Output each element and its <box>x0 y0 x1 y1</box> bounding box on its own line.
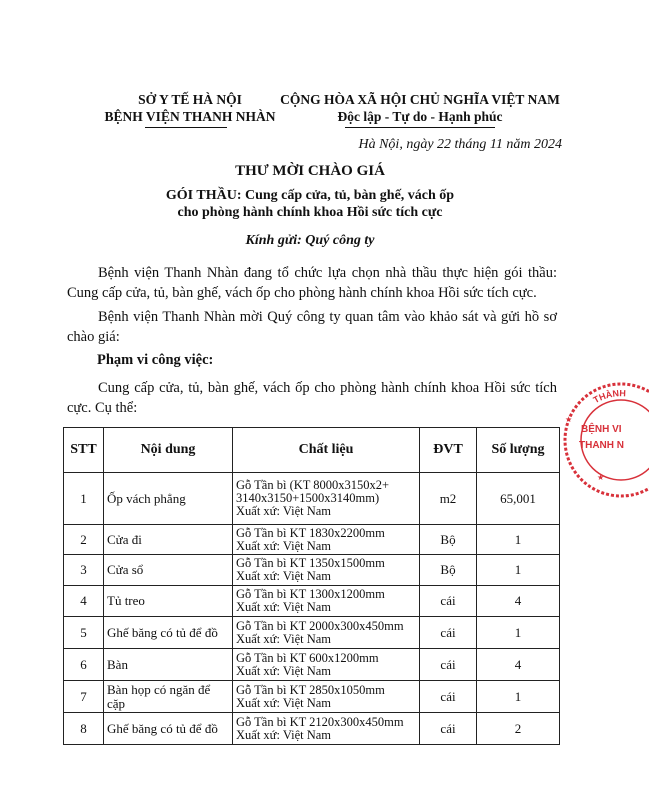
material-line: Xuất xứ: Việt Nam <box>236 631 332 646</box>
package-heading <box>100 187 520 221</box>
cell-content: Ốp vách phẳng <box>104 473 233 525</box>
material-line: Xuất xứ: Việt Nam <box>236 695 332 710</box>
table-row <box>64 525 560 555</box>
material-line: Gỗ Tần bì KT 600x1200mm <box>236 650 379 665</box>
cell-unit: cái <box>420 713 477 745</box>
table-row <box>64 713 560 745</box>
cell-quantity: 1 <box>477 555 560 586</box>
cell-unit: cái <box>420 617 477 649</box>
material-line: Gỗ Tần bì (KT 8000x3150x2+ <box>236 478 390 492</box>
cell-unit: m2 <box>420 473 477 525</box>
stamp-text-line-2: THANH N <box>579 440 624 451</box>
header-quantity: Số lượng <box>477 428 560 473</box>
cell-stt: 8 <box>64 713 104 745</box>
issuer-hospital: BỆNH VIỆN THANH NHÀN <box>104 109 276 124</box>
table-row <box>64 473 560 525</box>
national-name: CỘNG HÒA XÃ HỘI CHỦ NGHĨA VIỆT NAM <box>280 92 560 107</box>
stamp-arc-path-text: THÀNH <box>591 388 627 406</box>
material-line: Gỗ Tần bì KT 2120x300x450mm <box>236 714 404 729</box>
material-line: Gỗ Tần bì KT 1830x2200mm <box>236 525 385 540</box>
stamp-star-left: ★ <box>565 415 573 424</box>
material-line: Gỗ Tần bì KT 2000x300x450mm <box>236 618 404 633</box>
cell-quantity: 1 <box>477 617 560 649</box>
cell-quantity: 4 <box>477 649 560 681</box>
scope-heading: Phạm vi công việc: <box>97 352 214 368</box>
header-stt: STT <box>64 428 104 473</box>
official-stamp <box>559 378 649 498</box>
cell-quantity: 2 <box>477 713 560 745</box>
table-row <box>64 555 560 586</box>
material-line: Xuất xứ: Việt Nam <box>236 600 332 614</box>
table-header-row <box>64 428 560 473</box>
national-motto: Độc lập - Tự do - Hạnh phúc <box>337 109 503 124</box>
cell-material <box>233 525 420 555</box>
cell-content: Ghế băng có tủ để đồ <box>104 713 233 745</box>
material-line: Xuất xứ: Việt Nam <box>236 569 332 583</box>
header-unit: ĐVT <box>420 428 477 473</box>
material-line: Gỗ Tần bì KT 2850x1050mm <box>236 682 385 697</box>
material-line: Gỗ Tần bì KT 1350x1500mm <box>236 556 385 570</box>
cell-material <box>233 649 420 681</box>
cell-content: Cửa đi <box>104 525 233 555</box>
cell-content: Bàn <box>104 649 233 681</box>
table-row <box>64 681 560 713</box>
cell-unit: cái <box>420 649 477 681</box>
cell-stt: 4 <box>64 586 104 617</box>
cell-stt: 1 <box>64 473 104 525</box>
intro-paragraph: Bệnh viện Thanh Nhàn đang tổ chức lựa chọn nhà thầu thực hiện gói thầu: Cung cấp cửa, tủ, bàn ghế, vách ốp cho phòng hành chính khoa Hồi sức tích cực. <box>67 265 557 301</box>
scope-paragraph: Cung cấp cửa, tủ, bàn ghế, vách ốp cho phòng hành chính khoa Hồi sức tích cực. Cụ thể: <box>67 380 557 416</box>
cell-stt: 7 <box>64 681 104 713</box>
cell-unit: cái <box>420 586 477 617</box>
cell-content: Ghế băng có tủ để đồ <box>104 617 233 649</box>
cell-stt: 6 <box>64 649 104 681</box>
cell-material <box>233 713 420 745</box>
cell-material <box>233 681 420 713</box>
material-line: Xuất xứ: Việt Nam <box>236 727 332 742</box>
table-row <box>64 617 560 649</box>
cell-material <box>233 555 420 586</box>
cell-quantity: 4 <box>477 586 560 617</box>
issuer-department: SỞ Y TẾ HÀ NỘI <box>138 92 242 107</box>
stamp-text-line-1: BỆNH VI <box>581 424 622 435</box>
cell-material <box>233 586 420 617</box>
greeting: Kính gửi: Quý công ty <box>245 233 375 248</box>
national-heading <box>270 91 570 125</box>
invitation-paragraph: Bệnh viện Thanh Nhàn mời Quý công ty quan tâm vào khảo sát và gửi hồ sơ chào giá: <box>67 309 557 345</box>
header-content: Nội dung <box>104 428 233 473</box>
cell-unit: cái <box>420 681 477 713</box>
cell-stt: 5 <box>64 617 104 649</box>
items-table <box>63 427 560 745</box>
table-row <box>64 649 560 681</box>
cell-quantity: 1 <box>477 681 560 713</box>
motto-underline <box>345 127 495 128</box>
cell-quantity: 1 <box>477 525 560 555</box>
stamp-star-bottom: ★ <box>597 473 605 482</box>
issuer-block <box>95 91 285 125</box>
cell-unit: Bộ <box>420 555 477 586</box>
material-line: Xuất xứ: Việt Nam <box>236 663 332 678</box>
cell-unit: Bộ <box>420 525 477 555</box>
cell-material <box>233 473 420 525</box>
cell-stt: 3 <box>64 555 104 586</box>
material-line: Xuất xứ: Việt Nam <box>236 504 332 518</box>
material-line: 3140x3150+1500x3140mm) <box>236 491 380 505</box>
package-line-2: cho phòng hành chính khoa Hồi sức tích cực <box>177 205 443 220</box>
document-date: Hà Nội, ngày 22 tháng 11 năm 2024 <box>358 137 562 152</box>
issuer-underline <box>145 127 227 128</box>
table-row <box>64 586 560 617</box>
cell-content: Bàn họp có ngăn để cặp <box>104 681 233 713</box>
header-material: Chất liệu <box>233 428 420 473</box>
material-line: Gỗ Tần bì KT 1300x1200mm <box>236 587 385 601</box>
cell-quantity: 65,001 <box>477 473 560 525</box>
cell-stt: 2 <box>64 525 104 555</box>
package-line-1: GÓI THẦU: Cung cấp cửa, tủ, bàn ghế, vách ốp <box>165 188 455 203</box>
document-title: THƯ MỜI CHÀO GIÁ <box>235 163 385 179</box>
cell-material <box>233 617 420 649</box>
cell-content: Tủ treo <box>104 586 233 617</box>
material-line: Xuất xứ: Việt Nam <box>236 538 332 553</box>
cell-content: Cửa sổ <box>104 555 233 586</box>
